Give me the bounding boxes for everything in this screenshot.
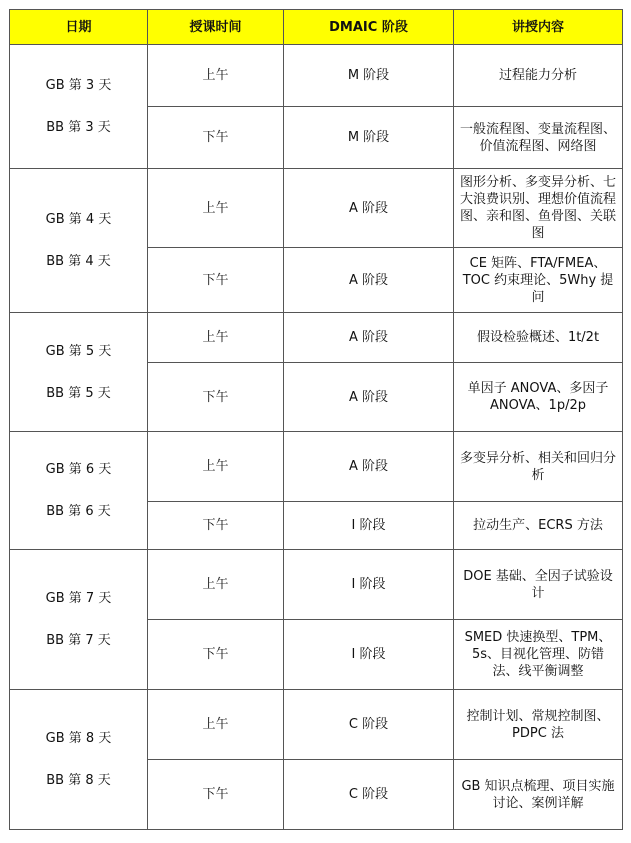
session-phase: I 阶段 [284,550,454,620]
session-content: 一般流程图、变量流程图、价值流程图、网络图 [454,107,623,169]
day-cell [10,169,148,313]
gb-day-label: GB 第 6 天 [45,462,112,477]
session-content: 拉动生产、ECRS 方法 [454,502,623,550]
session-time: 下午 [148,620,284,690]
session-time: 上午 [148,432,284,502]
session-time: 上午 [148,550,284,620]
bb-day-label: BB 第 5 天 [46,385,111,401]
session-time: 下午 [148,107,284,169]
header-time: 授课时间 [148,10,284,45]
session-content: 假设检验概述、1t/2t [454,313,623,363]
session-phase: A 阶段 [284,363,454,432]
bb-day-label: BB 第 6 天 [46,504,111,519]
session-time: 下午 [148,760,284,830]
session-content: DOE 基础、全因子试验设计 [454,550,623,620]
bb-day-label: BB 第 4 天 [46,254,111,269]
session-content: GB 知识点梳理、项目实施讨论、案例详解 [454,760,623,830]
table-row [10,690,623,760]
gb-day-label: GB 第 3 天 [45,78,112,93]
table-row [10,550,623,620]
session-content: 多变异分析、相关和回归分析 [454,432,623,502]
gb-day-label: GB 第 4 天 [45,212,112,227]
session-phase: A 阶段 [284,169,454,248]
session-content: SMED 快速换型、TPM、5s、目视化管理、防错法、线平衡调整 [454,620,623,690]
session-time: 上午 [148,313,284,363]
table-header [10,10,623,45]
gb-day-label: GB 第 7 天 [45,591,112,606]
bb-day-label: BB 第 7 天 [46,633,111,648]
table-row [10,169,623,248]
bb-day-label: BB 第 8 天 [46,773,111,788]
table-row [10,45,623,107]
session-phase: I 阶段 [284,502,454,550]
session-phase: A 阶段 [284,248,454,313]
header-content: 讲授内容 [454,10,623,45]
table-row [10,313,623,363]
gb-day-label: GB 第 8 天 [45,731,112,746]
header-date: 日期 [10,10,148,45]
day-cell [10,690,148,830]
schedule-table [9,9,623,830]
session-content: 过程能力分析 [454,45,623,107]
session-content: CE 矩阵、FTA/FMEA、TOC 约束理论、5Why 提问 [454,248,623,313]
day-cell [10,313,148,432]
session-time: 上午 [148,690,284,760]
session-time: 下午 [148,248,284,313]
day-cell [10,432,148,550]
session-phase: M 阶段 [284,45,454,107]
header-row [10,10,623,45]
session-time: 上午 [148,45,284,107]
session-phase: A 阶段 [284,313,454,363]
session-phase: A 阶段 [284,432,454,502]
bb-day-label: BB 第 3 天 [46,120,111,135]
session-time: 上午 [148,169,284,248]
session-phase: I 阶段 [284,620,454,690]
day-cell [10,45,148,169]
table-row [10,432,623,502]
session-content: 图形分析、多变异分析、七大浪费识别、理想价值流程图、亲和图、鱼骨图、关联图 [454,169,623,248]
header-phase: DMAIC 阶段 [284,10,454,45]
day-cell [10,550,148,690]
session-time: 下午 [148,502,284,550]
session-phase: M 阶段 [284,107,454,169]
session-phase: C 阶段 [284,690,454,760]
gb-day-label: GB 第 5 天 [45,343,112,359]
table-body [10,45,623,830]
session-content: 单因子 ANOVA、多因子 ANOVA、1p/2p [454,363,623,432]
session-content: 控制计划、常规控制图、PDPC 法 [454,690,623,760]
session-phase: C 阶段 [284,760,454,830]
session-time: 下午 [148,363,284,432]
